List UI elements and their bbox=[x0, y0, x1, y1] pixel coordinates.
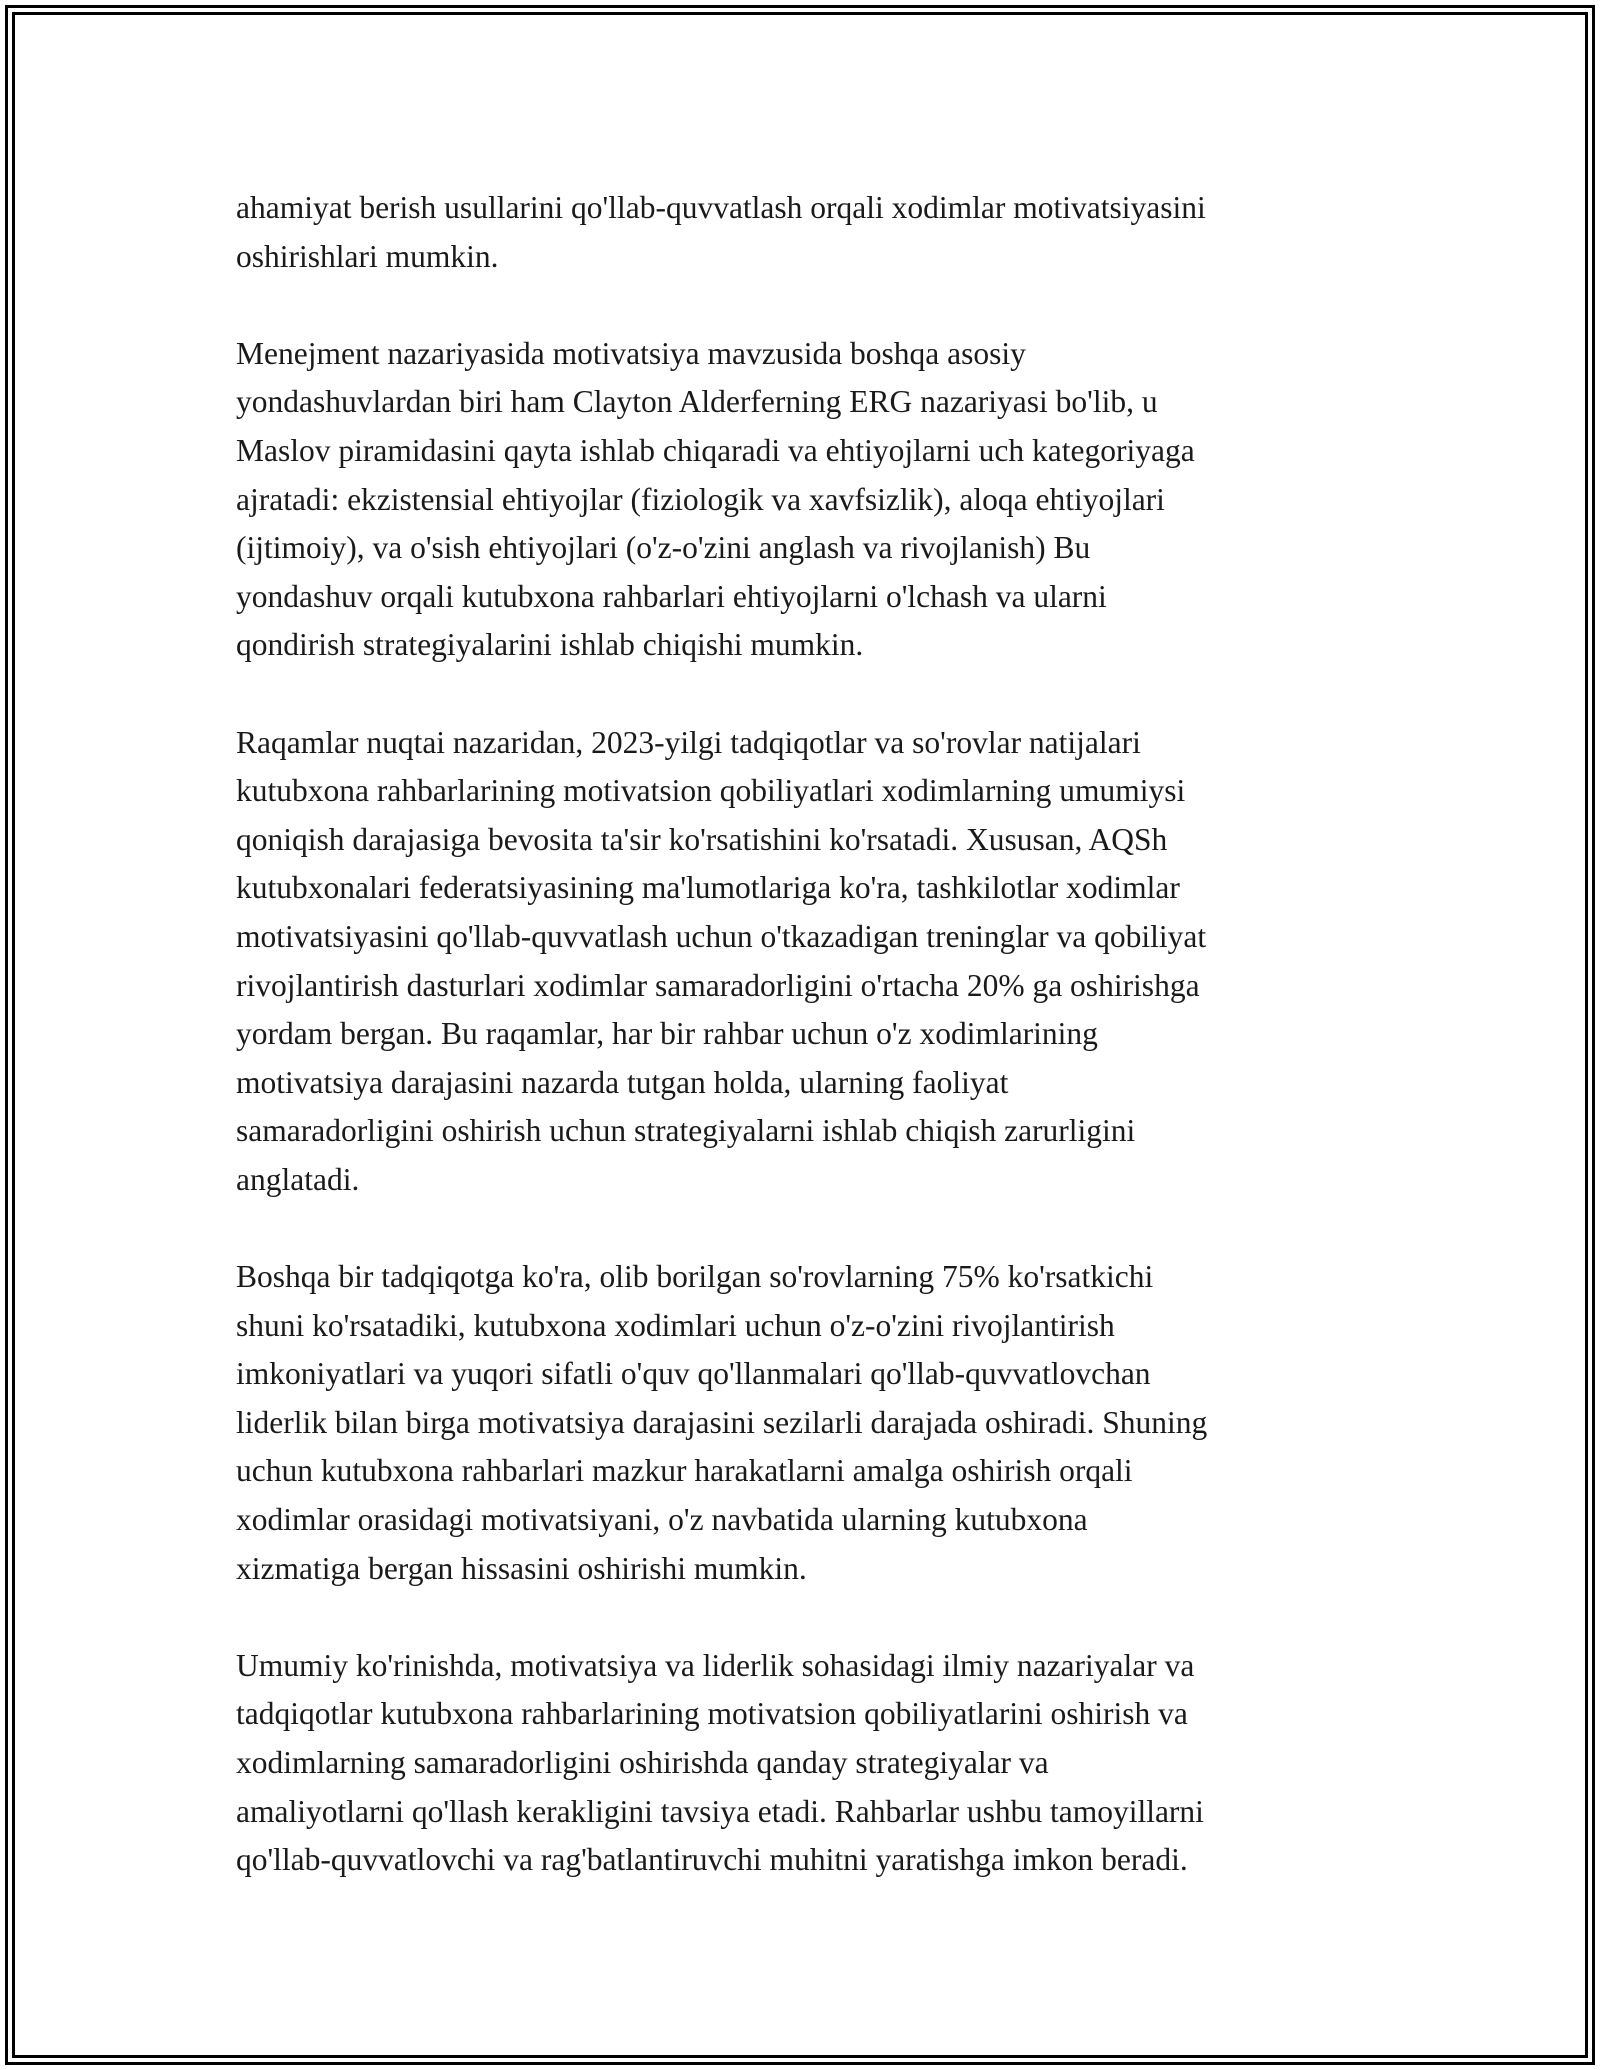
paragraph-5: Umumiy ko'rinishda, motivatsiya va liderlik sohasidagi ilmiy nazariyalar va tadqiqotlar kutubxona rahbarlarining motivatsion qobiliyatlarini oshirish va xodimlarning samaradorligini oshirishda qanday strategiyalar va amaliyotlarni qo'llash kerakligini tavsiya etadi. Rahbarlar ushbu tamoyillarni qo'llab-quvvatlovchi va rag'batlantiruvchi muhitni yaratishga imkon beradi. bbox=[236, 1647, 1204, 1878]
document-body bbox=[236, 184, 1386, 1885]
paragraph-1: ahamiyat berish usullarini qo'llab-quvvatlash orqali xodimlar motivatsiyasini oshirishlari mumkin. bbox=[236, 190, 1206, 274]
paragraph-4: Boshqa bir tadqiqotga ko'ra, olib borilgan so'rovlarning 75% ko'rsatkichi shuni ko'rsatadiki, kutubxona xodimlari uchun o'z-o'zini rivojlantirish imkoniyatlari va yuqori sifatli o'quv qo'llanmalari qo'llab-quvvatlovchan liderlik bilan birga motivatsiya darajasini sezilarli darajada oshiradi. Shuning uchun kutubxona rahbarlari mazkur harakatlarni amalga oshirish orqali xodimlar orasidagi motivatsiyani, o'z navbatida ularning kutubxona xizmatiga bergan hissasini oshirishi mumkin. bbox=[236, 1259, 1208, 1586]
paragraph-2: Menejment nazariyasida motivatsiya mavzusida boshqa asosiy yondashuvlardan biri ham Clayton Alderferning ERG nazariyasi bo'lib, u Maslov piramidasini qayta ishlab chiqaradi va ehtiyojlarni uch kategoriyaga ajratadi: ekzistensial ehtiyojlar (fiziologik va xavfsizlik), aloqa ehtiyojlari (ijtimoiy), va o'sish ehtiyojlari (o'z-o'zini anglash va rivojlanish) Bu yondashuv orqali kutubxona rahbarlari ehtiyojlarni o'lchash va ularni qondirish strategiyalarini ishlab chiqishi mumkin. bbox=[236, 335, 1195, 663]
paragraph-3: Raqamlar nuqtai nazaridan, 2023-yilgi tadqiqotlar va so'rovlar natijalari kutubxona rahbarlarining motivatsion qobiliyatlari xodimlarning umumiysi qoniqish darajasiga bevosita ta'sir ko'rsatishini ko'rsatadi. Xususan, AQSh kutubxonalari federatsiyasining ma'lumotlariga ko'ra, tashkilotlar xodimlar motivatsiyasini qo'llab-quvvatlash uchun o'tkazadigan treninglar va qobiliyat rivojlantirish dasturlari xodimlar samaradorligini o'rtacha 20% ga oshirishga yordam bergan. Bu raqamlar, har bir rahbar uchun o'z xodimlarining motivatsiya darajasini nazarda tutgan holda, ularning faoliyat samaradorligini oshirish uchun strategiyalarni ishlab chiqish zarurligini anglatadi. bbox=[236, 724, 1207, 1197]
